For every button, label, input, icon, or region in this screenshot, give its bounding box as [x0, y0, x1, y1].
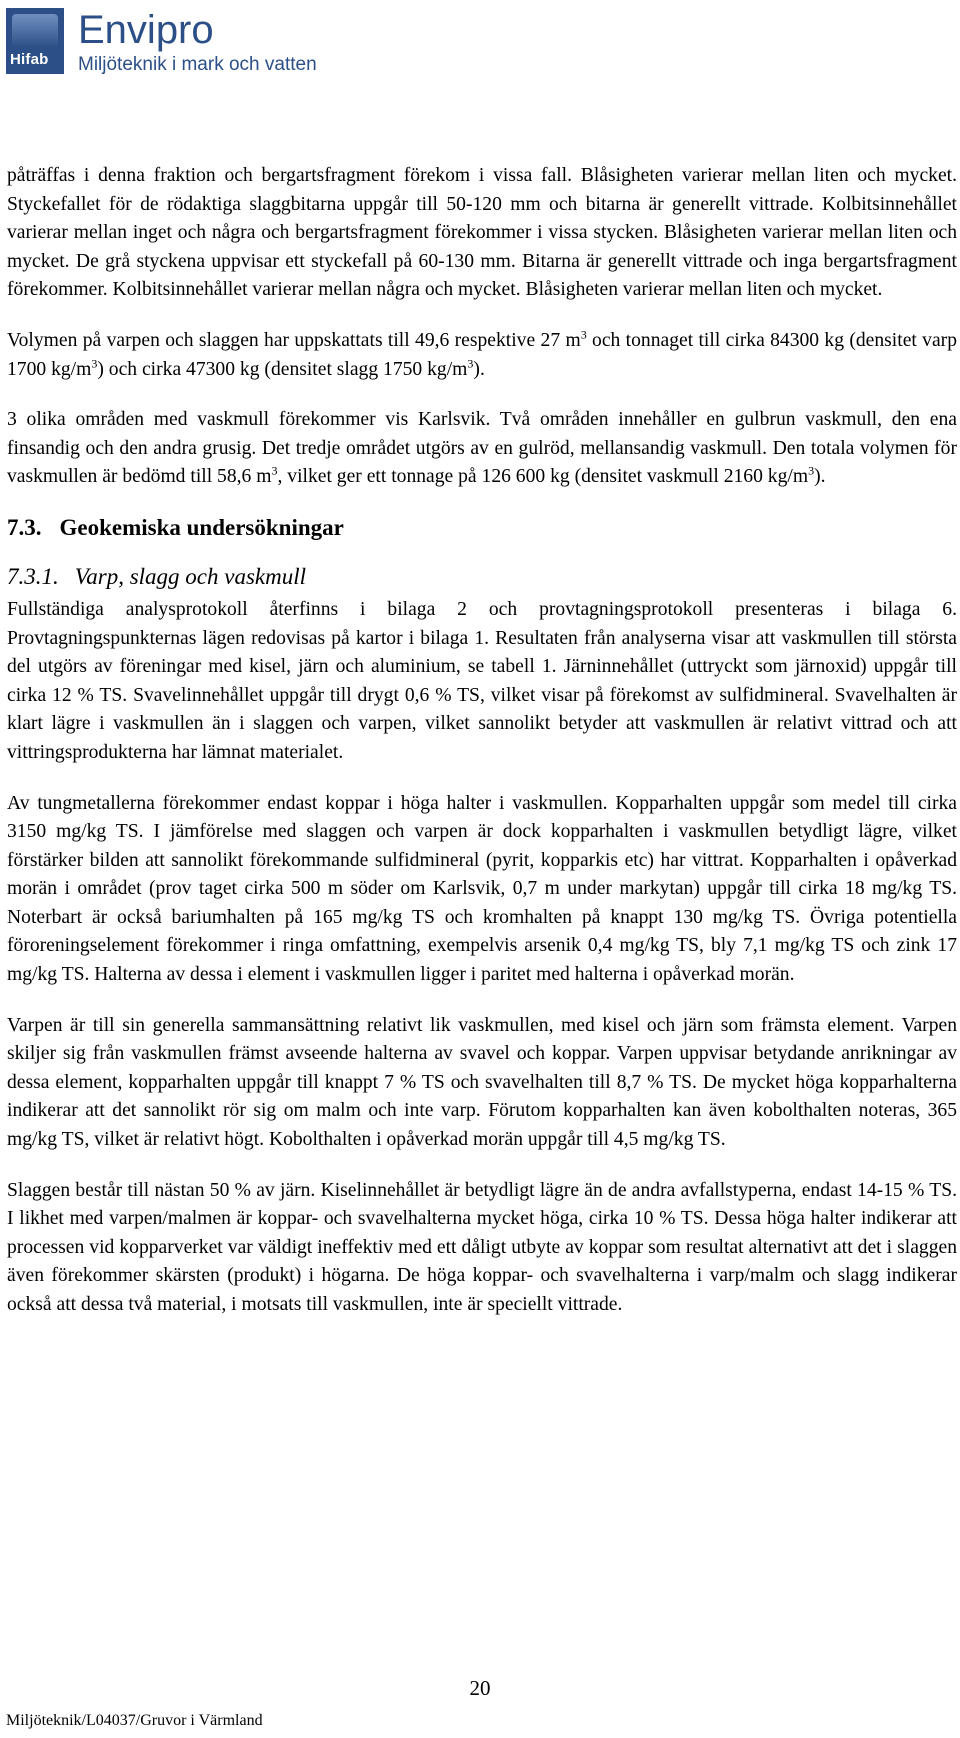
superscript: 3 [808, 463, 815, 478]
paragraph-3-text-c: ). [814, 466, 826, 488]
brand-name: Envipro [78, 8, 214, 52]
superscript: 3 [271, 463, 278, 478]
paragraph-5: Av tungmetallerna förekommer endast koppar i höga halter i vaskmullen. Kopparhalten uppgår som medel till cirka 3150 mg/kg TS. I jämförelse med slaggen och varpen är dock kopparhalten i vaskmullen betydligt lägre, vilket förstärker bilden att sannolikt förekommande sulfidmineral (pyrit, kopparkis etc) har vittrat. Kopparhalten i opåverkad morän i området (prov taget cirka 500 m söder om Karlsvik, 0,7 m under markytan) uppgår till cirka 18 mg/kg TS. Noterbart är också bariumhalten på 165 mg/kg TS och kromhalten på knappt 130 mg/kg TS. Övriga potentiella föroreningselement förekommer i ringa omfattning, exempelvis arsenik 0,4 mg/kg TS, bly 7,1 mg/kg TS och zink 17 mg/kg TS. Halterna av dessa i element i vaskmullen ligger i paritet med halterna i opåverkad morän. [7, 792, 957, 986]
logo-emblem-icon [12, 14, 58, 48]
brand-block [78, 8, 317, 76]
paragraph-3 [7, 406, 957, 492]
superscript: 3 [467, 356, 474, 371]
subsection-number: 7.3.1. [7, 563, 59, 589]
paragraph-4: Fullständiga analysprotokoll återfinns i bilaga 2 och provtagningsprotokoll presenteras i bilaga 6. Provtagningspunkternas lägen redovisas på kartor i bilaga 1. Resultaten från analyserna visar att vaskmullen till största del utgörs av föreningar med kisel, järn och aluminium, se tabell 1. Järninnehållet (uttryckt som järnoxid) uppgår till cirka 12 % TS. Svavelinnehållet uppgår till drygt 0,6 % TS, vilket visar på förekomst av sulfidmineral. Svavelhalten är klart lägre i vaskmullen än i slaggen och varpen, vilket sannolikt betyder att vaskmullen är relativt vittrad och att vittringsprodukterna har lämnat materialet. [7, 598, 957, 763]
page-header [6, 8, 317, 78]
superscript: 3 [580, 327, 587, 342]
section-title: Geokemiska undersökningar [59, 514, 344, 540]
paragraph-2-text-a: Volymen på varpen och slaggen har uppskattats till 49,6 respektive 27 m [7, 329, 581, 351]
paragraph-3-text-b: , vilket ger ett tonnage på 126 600 kg (densitet vaskmull 2160 kg/m [277, 466, 809, 488]
subsection-title: Varp, slagg och vaskmull [74, 563, 307, 589]
paragraph-3-text-a: 3 olika områden med vaskmull förekommer vis Karlsvik. Två områden innehåller en gulbrun vaskmull, den ena finsandig och den andra grusig. Det tredje området utgörs av en gulröd, mellansandig vaskmull. Den totala volymen för vaskmullen är bedömd till 58,6 m [7, 409, 957, 488]
hifab-logo [6, 8, 64, 74]
footer-reference: Miljöteknik/L04037/Gruvor i Värmland [6, 1712, 263, 1729]
paragraph-2 [7, 327, 957, 384]
subsection-heading [7, 562, 957, 592]
section-number: 7.3. [7, 514, 42, 540]
paragraph-7: Slaggen består till nästan 50 % av järn. Kiselinnehållet är betydligt lägre än de andra avfallstyperna, endast 14-15 % TS. I likhet med varpen/malmen är koppar- och svavelhalterna mycket höga, cirka 10 % TS. Dessa höga halter indikerar att processen vid kopparverket var väldigt ineffektiv med ett dåligt utbyte av koppar som resultat alternativt att det i slaggen även förekommer skärsten (produkt) i högarna. De höga koppar- och svavelhalterna i varp/malm och slagg indikerar också att dessa två material, i motsats till vaskmullen, inte är speciellt vittrade. [7, 1179, 957, 1315]
superscript: 3 [91, 356, 98, 371]
section-heading [7, 514, 957, 542]
paragraph-2-text-c: ) och cirka 47300 kg (densitet slagg 1750 kg/m [97, 358, 468, 380]
logo-text: Hifab [10, 51, 49, 68]
paragraph-2-text-d: ). [473, 358, 485, 380]
document-body [7, 162, 957, 1342]
paragraph-6: Varpen är till sin generella sammansättning relativt lik vaskmullen, med kisel och järn som främsta element. Varpen skiljer sig från vaskmullen främst avseende halterna av svavel och koppar. Varpen uppvisar betydande anrikningar av dessa element, kopparhalten uppgår till knappt 7 % TS och svavelhalten till 8,7 % TS. De mycket höga kopparhalterna indikerar att det sannolikt rör sig om malm och inte varp. Förutom kopparhalten kan även kobolthalten noteras, 365 mg/kg TS, vilket är relativt högt. Kobolthalten i opåverkad morän uppgår till 4,5 mg/kg TS. [7, 1014, 957, 1151]
paragraph-1: påträffas i denna fraktion och bergartsfragment förekom i vissa fall. Blåsigheten varierar mellan liten och mycket. Styckefallet för de rödaktiga slaggbitarna uppgår till 50-120 mm och bitarna är generellt vittrade. Kolbitsinnehållet varierar mellan inget och några och bergartsfragment förekommer i vissa stycken. Blåsigheten varierar mellan liten och mycket. De grå styckena uppvisar ett styckefall på 60-130 mm. Bitarna är generellt vittrade och inga bergartsfragment förekommer. Kolbitsinnehållet varierar mellan några och mycket. Blåsigheten varierar mellan liten och mycket. [7, 165, 957, 301]
page-number: 20 [469, 1676, 491, 1700]
brand-tagline: Miljöteknik i mark och vatten [78, 54, 317, 75]
paragraph-2-text-b: och tonnaget till cirka 84300 kg (densitet varp 1700 kg/m [7, 329, 957, 380]
